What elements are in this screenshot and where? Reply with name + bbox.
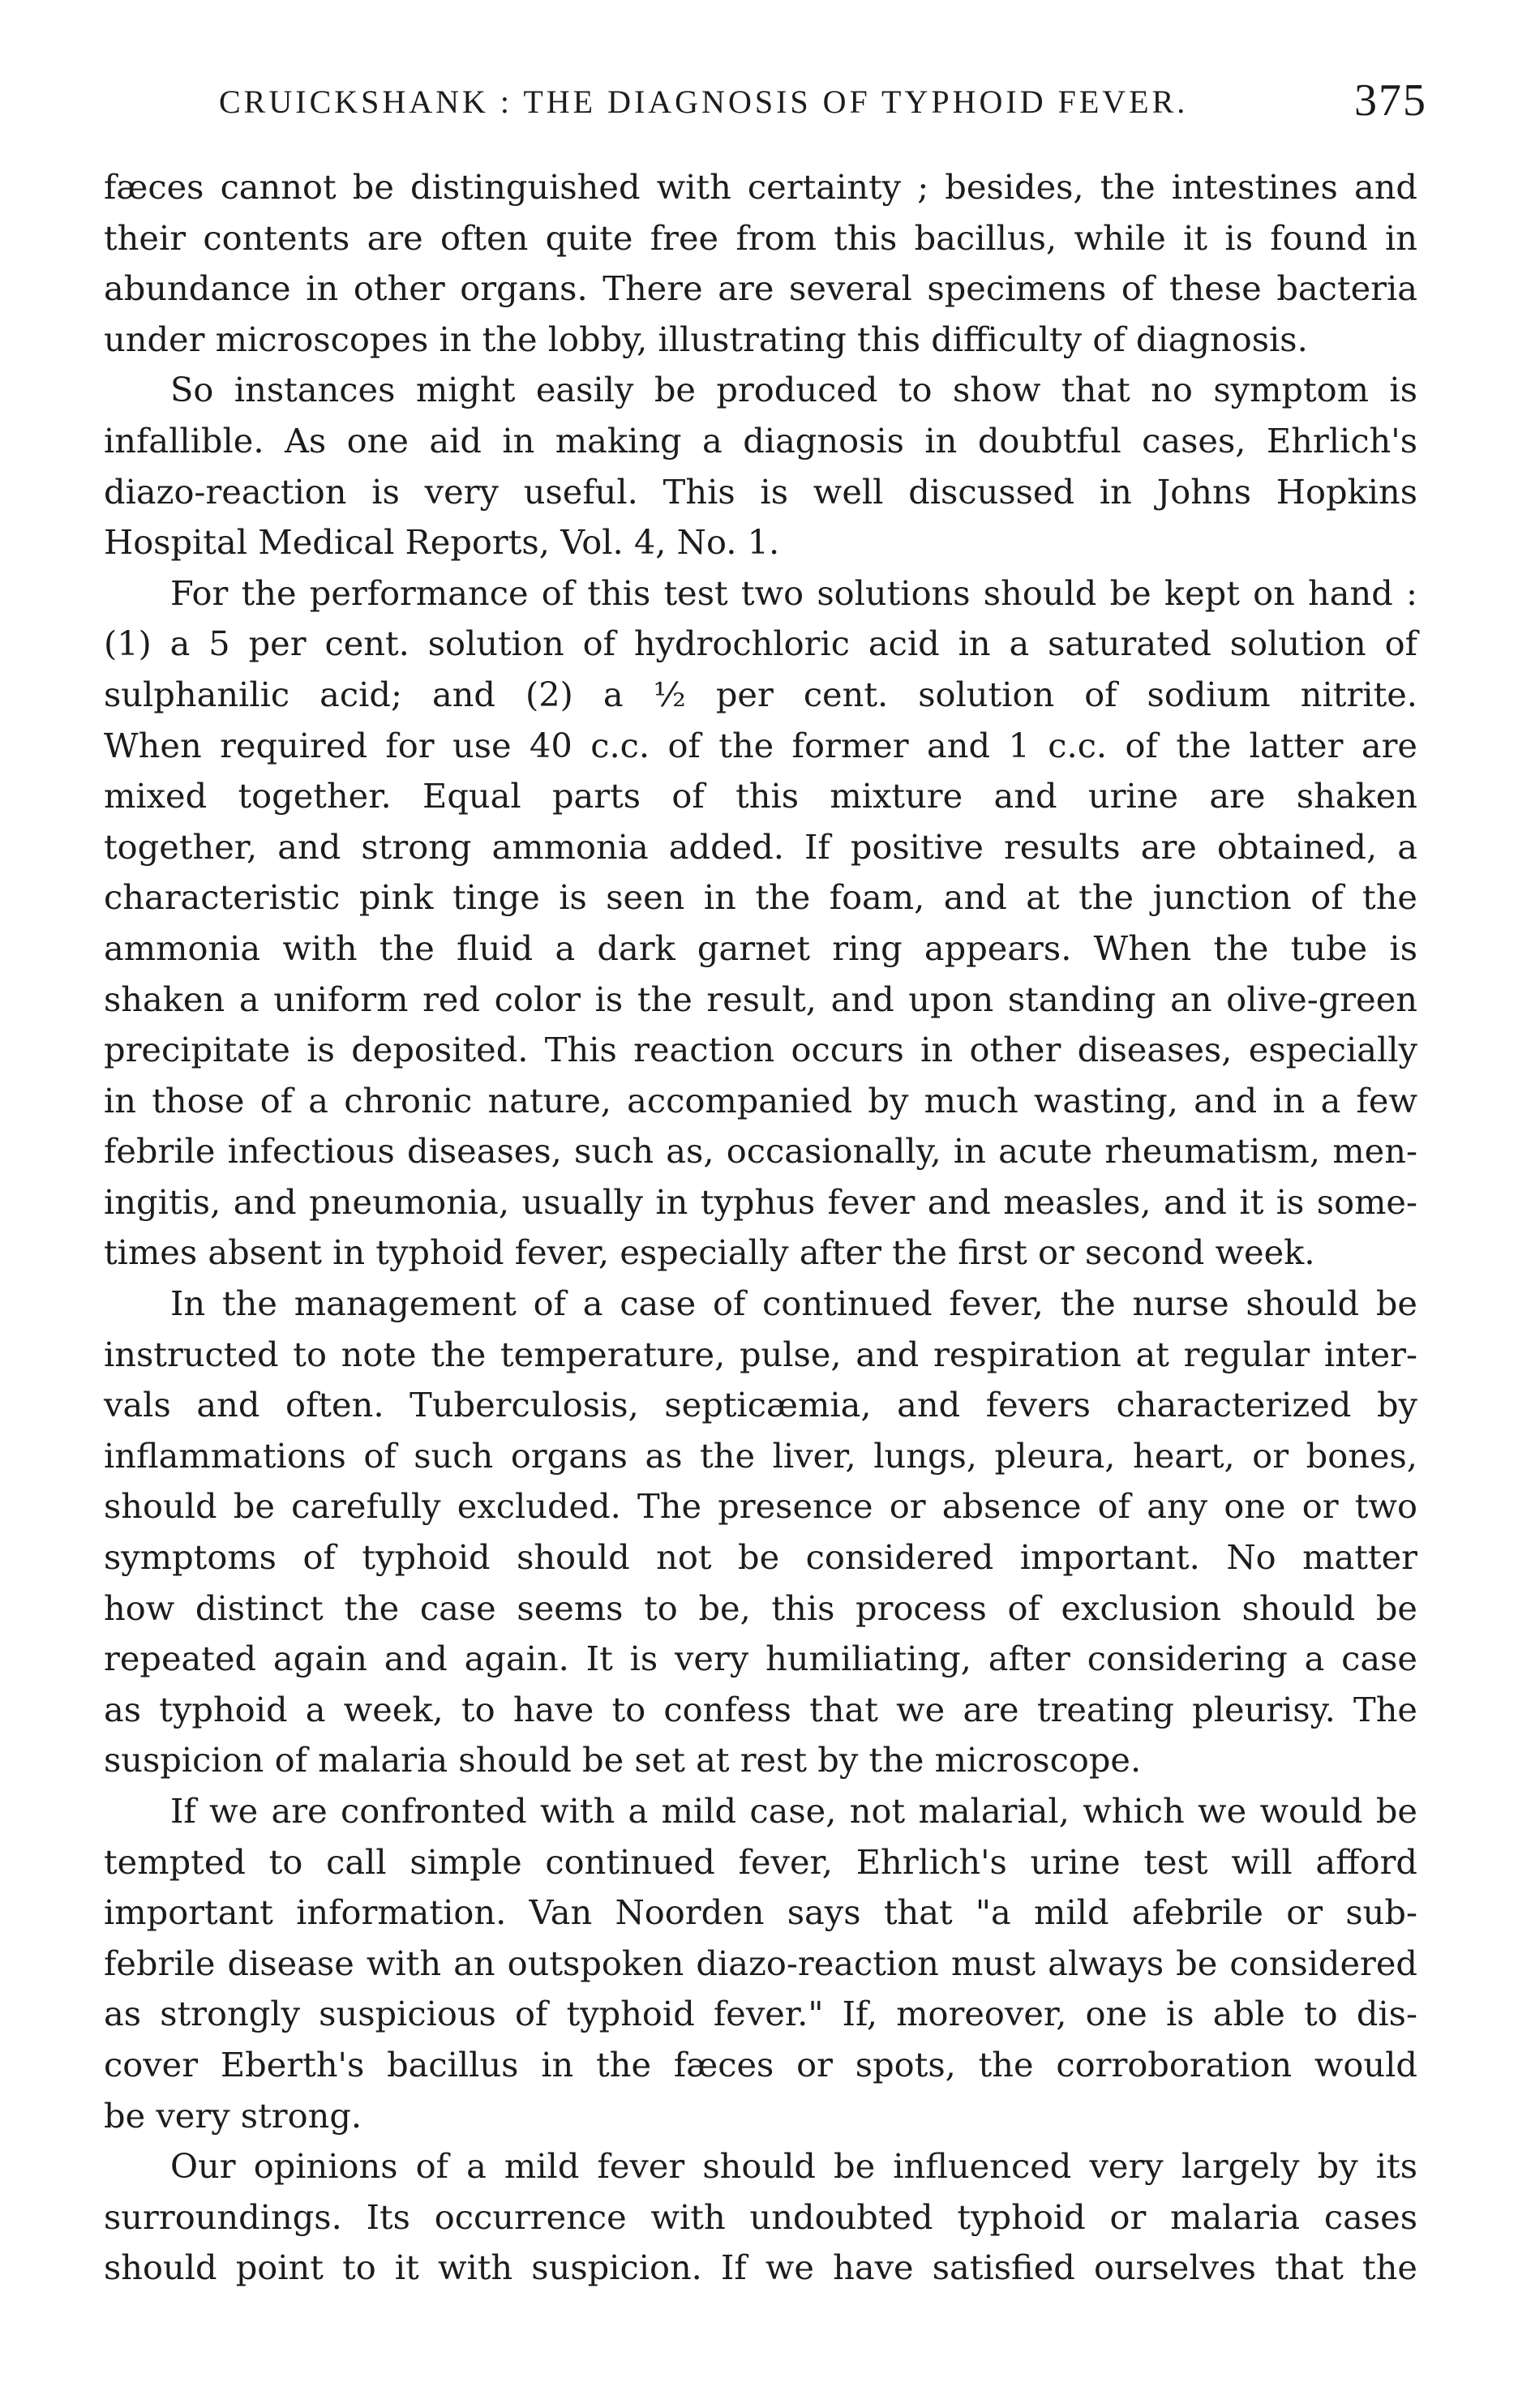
text-line: Hospital Medical Reports, Vol. 4, No. 1. xyxy=(104,522,780,563)
text-line: febrile infectious diseases, such as, occasionally, in acute rheumatism, men- xyxy=(104,1131,1417,1172)
page-number: 375 xyxy=(1354,75,1427,126)
text-line: ammonia with the fluid a dark garnet ring appears. When the tube is xyxy=(104,928,1417,968)
text-line: times absent in typhoid fever, especially after the first or second week. xyxy=(104,1232,1315,1273)
text-line: If we are confronted with a mild case, not malarial, which we would be xyxy=(170,1791,1417,1831)
paragraph-2 xyxy=(104,365,1417,568)
text-line: cover Eberth's bacillus in the fæces or spots, the corroboration would xyxy=(104,2044,1417,2085)
text-line: characteristic pink tinge is seen in the foam, and at the junction of the xyxy=(104,877,1417,918)
text-line: together, and strong ammonia added. If positive results are obtained, a xyxy=(104,826,1417,867)
text-line: tempted to call simple continued fever, Ehrlich's urine test will afford xyxy=(104,1841,1417,1882)
text-line: should be carefully excluded. The presence or absence of any one or two xyxy=(104,1486,1417,1527)
text-line: surroundings. Its occurrence with undoubted typhoid or malaria cases xyxy=(104,2196,1417,2237)
running-head xyxy=(219,75,1427,131)
text-line: vals and often. Tuberculosis, septicæmia, and fevers characterized by xyxy=(104,1385,1417,1425)
text-line: repeated again and again. It is very humiliating, after considering a case xyxy=(104,1639,1417,1679)
text-line: (1) a 5 per cent. solution of hydrochloric acid in a saturated solution of xyxy=(104,623,1417,664)
text-line: their contents are often quite free from this bacillus, while it is found in xyxy=(104,217,1417,258)
paragraph-4 xyxy=(104,1279,1417,1786)
text-line: shaken a uniform red color is the result, and upon standing an olive-green xyxy=(104,979,1417,1019)
paragraph-5 xyxy=(104,1786,1417,2141)
text-line: fæces cannot be distinguished with certainty ; besides, the intestines and xyxy=(104,167,1417,207)
text-line: inflammations of such organs as the liver, lungs, pleura, heart, or bones, xyxy=(104,1435,1417,1476)
text-line: as strongly suspicious of typhoid fever." If, moreover, one is able to dis- xyxy=(104,1994,1417,2034)
text-line: So instances might easily be produced to show that no symptom is xyxy=(170,370,1417,410)
text-line: symptoms of typhoid should not be considered important. No matter xyxy=(104,1537,1417,1578)
text-line: in those of a chronic nature, accompanied by much wasting, and in a few xyxy=(104,1080,1417,1120)
text-line: important information. Van Noorden says that "a mild afebrile or sub- xyxy=(104,1892,1417,1933)
text-line: how distinct the case seems to be, this process of exclusion should be xyxy=(104,1587,1417,1628)
body-text xyxy=(104,162,1417,2294)
text-line: abundance in other organs. There are several specimens of these bacteria xyxy=(104,268,1417,309)
paragraph-3 xyxy=(104,568,1417,1279)
text-line: For the performance of this test two solutions should be kept on hand : xyxy=(170,572,1417,613)
text-line: infallible. As one aid in making a diagnosis in doubtful cases, Ehrlich's xyxy=(104,420,1417,461)
text-line: suspicion of malaria should be set at rest by the microscope. xyxy=(104,1740,1142,1780)
text-line: ingitis, and pneumonia, usually in typhus fever and measles, and it is some- xyxy=(104,1181,1417,1222)
text-line: In the management of a case of continued fever, the nurse should be xyxy=(170,1283,1417,1324)
text-line: When required for use 40 c.c. of the former and 1 c.c. of the latter are xyxy=(104,725,1417,765)
text-line: as typhoid a week, to have to confess that we are treating pleurisy. The xyxy=(104,1689,1417,1729)
text-line: Our opinions of a mild fever should be influenced very largely by its xyxy=(170,2146,1417,2187)
paragraph-6 xyxy=(104,2141,1417,2294)
text-line: sulphanilic acid; and (2) a ½ per cent. solution of sodium nitrite. xyxy=(104,674,1417,714)
text-line: mixed together. Equal parts of this mixture and urine are shaken xyxy=(104,776,1417,816)
text-line: be very strong. xyxy=(104,2095,362,2136)
text-line: instructed to note the temperature, pulse, and respiration at regular inter- xyxy=(104,1334,1417,1374)
text-line: should point to it with suspicion. If we have satisfied ourselves that the xyxy=(104,2247,1417,2288)
paragraph-1 xyxy=(104,162,1417,365)
text-line: febrile disease with an outspoken diazo-reaction must always be considered xyxy=(104,1943,1417,1983)
text-line: precipitate is deposited. This reaction occurs in other diseases, especially xyxy=(104,1030,1417,1070)
running-title: CRUICKSHANK : THE DIAGNOSIS OF TYPHOID FEVER. xyxy=(219,84,1189,120)
text-line: under microscopes in the lobby, illustrating this difficulty of diagnosis. xyxy=(104,319,1308,359)
text-line: diazo-reaction is very useful. This is well discussed in Johns Hopkins xyxy=(104,471,1417,512)
